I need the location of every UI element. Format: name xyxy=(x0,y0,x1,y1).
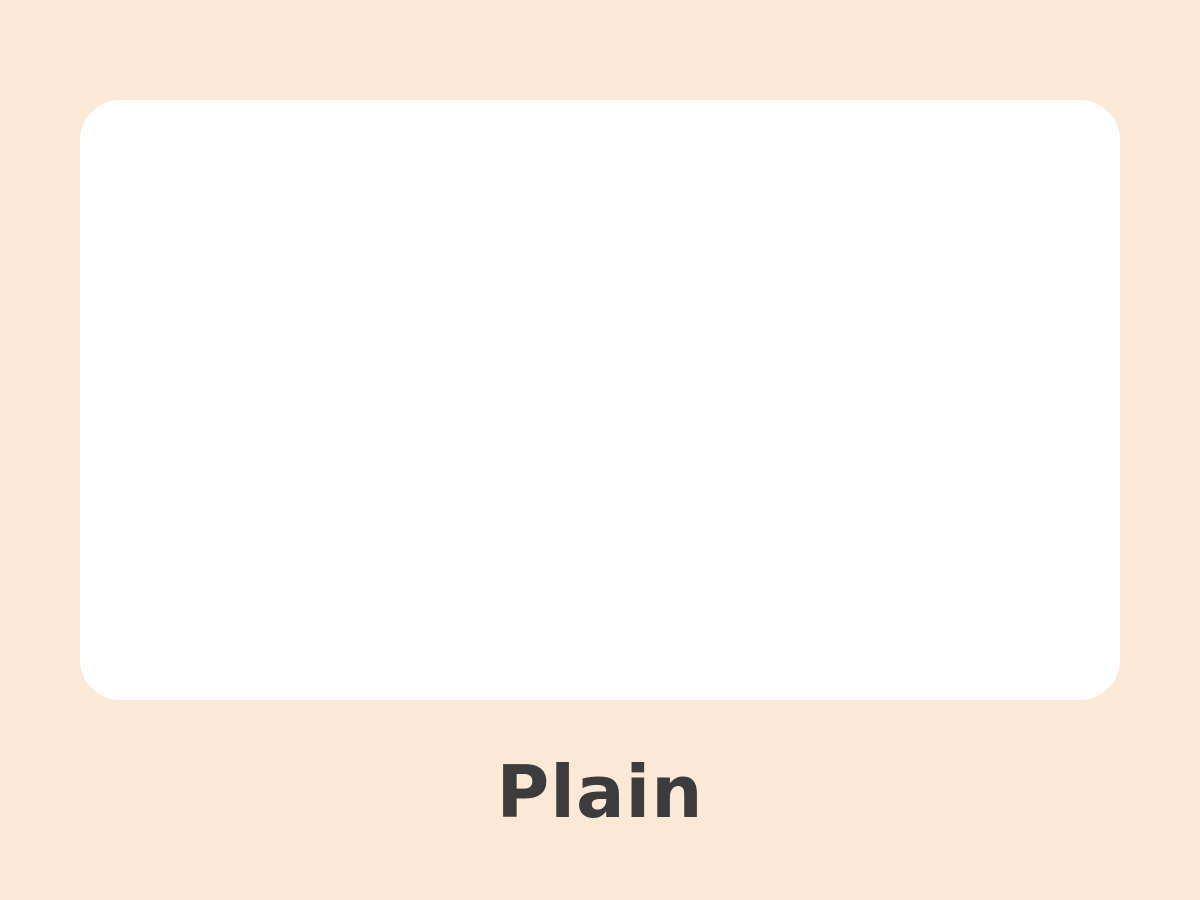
card-label: Plain xyxy=(496,750,704,834)
plain-card-preview[interactable] xyxy=(80,100,1120,700)
